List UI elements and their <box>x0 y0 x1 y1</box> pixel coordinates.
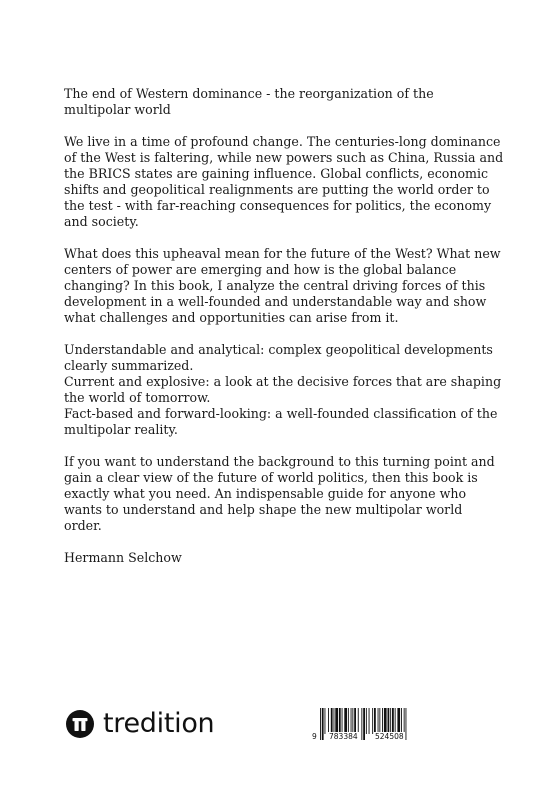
barcode-bar <box>397 708 400 734</box>
barcode-bar <box>384 708 387 734</box>
description-paragraph-1: We live in a time of profound change. The centuries-long dominance of the West is faltering, while new powers such as China, Russia and the BRICS states are gaining influence. Global conflicts, economic shifts and geopolitical realignments are putting the world order to the test - with far-reaching consequences for politics, the economy and society. <box>64 134 504 229</box>
barcode-bar <box>390 708 391 734</box>
barcode-bar <box>328 708 329 734</box>
barcode-bar <box>344 708 347 734</box>
barcode-bar <box>354 708 356 734</box>
barcode-bar <box>372 708 373 734</box>
barcode-bar <box>363 708 365 740</box>
barcode-bar <box>339 708 341 734</box>
barcode-bar <box>358 708 359 734</box>
back-cover-text <box>64 86 504 582</box>
publisher-name: tredition <box>103 708 215 739</box>
description-paragraph-3: If you want to understand the background to this turning point and gain a clear view of the future of world politics, then this book is exactly what you need. An indispensable guide for anyone who wants to understand and help shape the new multipolar world order. <box>64 454 495 533</box>
barcode-bar <box>378 708 379 734</box>
barcode-bar <box>320 708 321 740</box>
barcode-bar <box>374 708 376 734</box>
publisher-logo <box>66 708 214 740</box>
tredition-logo-icon <box>66 710 94 738</box>
barcode-bar <box>331 708 333 734</box>
isbn-barcode <box>312 708 417 748</box>
barcode-bar <box>392 708 394 734</box>
book-title: The end of Western dominance - the reorganization of the multipolar world <box>64 86 434 117</box>
barcode-bar <box>379 708 380 734</box>
barcode-bar <box>361 708 362 740</box>
barcode-bar <box>382 708 383 734</box>
barcode-bar <box>334 708 335 734</box>
barcode-bar <box>325 708 326 734</box>
barcode-bar <box>406 708 407 740</box>
barcode-bar <box>366 708 367 734</box>
barcode-bar <box>351 708 352 734</box>
barcode-bar <box>352 708 353 734</box>
barcode-left-digits: 783384 <box>329 732 358 741</box>
barcode-bar <box>388 708 390 734</box>
barcode-right-digits: 524508 <box>375 732 404 741</box>
description-paragraph-2: What does this upheaval mean for the future of the West? What new centers of power are emerging and how is the global balance changing? In this book, I analyze the central driving forces of this development in a well-founded and understandable way and show what challenges and opportunities can arise from it. <box>64 246 501 325</box>
barcode-bar <box>342 708 343 734</box>
feature-line-2: Current and explosive: a look at the decisive forces that are shaping the world of tomorrow. <box>64 374 502 405</box>
barcode-bar <box>335 708 338 734</box>
barcode-lead-digit: 9 <box>312 732 317 741</box>
author-name: Hermann Selchow <box>64 550 182 565</box>
barcode-bar <box>322 708 324 740</box>
barcode-bar <box>348 708 349 734</box>
feature-line-1: Understandable and analytical: complex geopolitical developments clearly summarized. <box>64 342 493 373</box>
feature-line-3: Fact-based and forward-looking: a well-founded classification of the multipolar reality. <box>64 406 498 437</box>
barcode-bar <box>395 708 396 734</box>
barcode-bar <box>401 708 402 734</box>
barcode-bar <box>369 708 370 734</box>
